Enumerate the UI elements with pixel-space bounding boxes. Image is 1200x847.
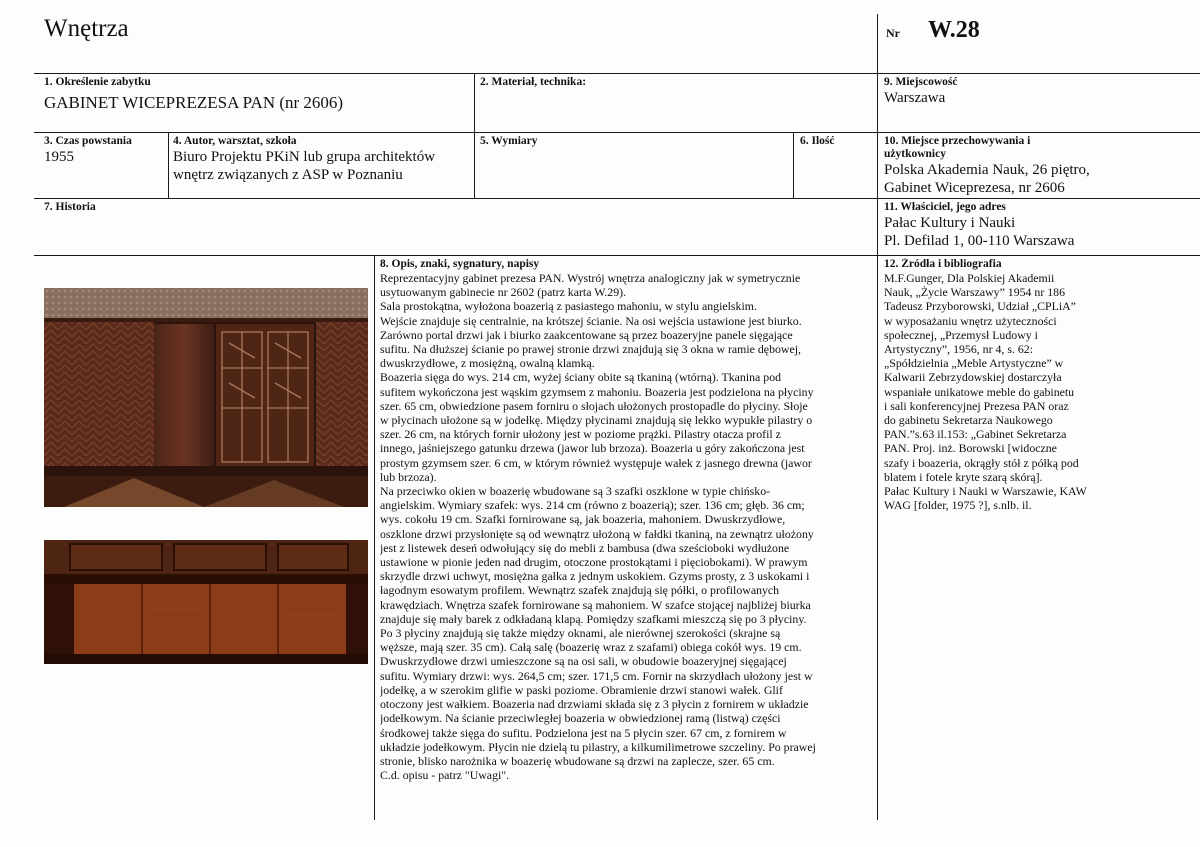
field-storage-place-value-line-1: Polska Akademia Nauk, 26 piętro, (884, 162, 1090, 178)
description-line: Na przeciwko okien w boazerię wbudowane są 3 szafki oszklone w typie chińsko- (380, 484, 771, 499)
description-line: środkowej także sięga do sufitu. Podzielona jest na 5 płycin szer. 67 cm, z fornirem w (380, 725, 787, 740)
description-line: Dwuskrzydłowe drzwi umieszczone są na osi sali, w obudowie boazeryjnej sięgającej (380, 654, 787, 669)
description-line: skrzydle drzwi uchwyt, mosiężna gałka z jednym uskokiem. Gzyms prosty, z 3 uskokami i (380, 569, 810, 584)
description-line: usytuowanym gabinecie nr 2602 (patrz karta W.29). (380, 285, 627, 300)
field-author (173, 135, 471, 195)
description-line: znajduje się mały barek z odkładaną klapą. Pomiędzy szafkami mieszczą się po 3 płyciny. (380, 611, 807, 626)
sources-line: „Spółdzielnia „Meble Artystyczne” w (884, 356, 1064, 371)
sources-line: społecznej, „Przemysł Ludowy i (884, 327, 1038, 342)
description-line: wys. cokołu 19 cm. Szafki fornirowane są, jak boazeria, mahoniem. Dwuskrzydłowe, (380, 512, 786, 527)
description-line: układzie jodełkowym. Płycin nie dzielą tu pilastry, a kilkumilimetrowe szczeliny. Po prawej (380, 739, 816, 754)
description-line: Sala prostokątna, wyłożona boazerią z pasiastego mahoniu, w stylu angielskim. (380, 299, 757, 314)
sources-line: blatem i fotele kryte szarą skórą]. (884, 469, 1043, 484)
sources-line: do gabinetu Sekretarza Naukowego (884, 413, 1053, 428)
field-owner-value-line-2: Pl. Defilad 1, 00-110 Warszawa (884, 233, 1075, 249)
sources-line: Tadeusz Przyborowski, Udział „CPLiA” (884, 299, 1076, 314)
sources-line: w wyposażaniu wnętrz użyteczności (884, 313, 1057, 328)
field-storage-place-label-line-2: użytkownicy (884, 148, 946, 160)
field-history-label: 7. Historia (44, 201, 96, 213)
sources-line: WAG [folder, 1975 ?], s.nlb. il. (884, 498, 1032, 513)
description-line: Zarówno portal drzwi jak i biurko zaakcentowane są przez boazeryjne panele sięgające (380, 327, 793, 342)
photo-room-interior-drawing (44, 288, 368, 507)
description-line: jodełkę, a w szerokim glifie w paski poziome. Obramienie drzwi stanowi wałek. Glif (380, 682, 783, 697)
rule-header-bottom (34, 73, 1200, 74)
description-line: Wejście znajduje się centralnie, na krótszej ścianie. Na osi wejścia ustawione jest biurko. (380, 313, 802, 328)
rule-vertical-right (877, 14, 878, 820)
field-sources-label: 12. Źródła i bibliografia (884, 258, 1002, 270)
field-sources (884, 258, 1198, 558)
field-location (884, 76, 1194, 130)
field-owner-value-line-1: Pałac Kultury i Nauki (884, 215, 1016, 231)
sources-line: i sali konferencyjnej Prezesa PAN oraz (884, 398, 1069, 413)
description-line: sufitu. Na dłuższej ścianie po prawej stronie drzwi znajdują się 3 okna w ramie dębowej, (380, 342, 801, 357)
description-line: sufitem wykończona jest wąskim gzymsem z mahoniu. Boazeria jest podzielona na płyciny (380, 384, 814, 399)
field-object-name (44, 76, 470, 130)
photo-cabinet-detail (44, 540, 368, 664)
field-dimensions (480, 135, 790, 195)
field-object-name-label: 1. Określenie zabytku (44, 76, 151, 88)
description-line: dwuskrzydłowe, z mosiężną, owalną klamką. (380, 356, 595, 371)
description-line: angielskim. Wymiary szafek: wys. 214 cm (równo z boazerią); szer. 136 cm; głęb. 36 cm; (380, 498, 805, 513)
description-line: jest z listewek deseń odwołujący się do mebli z bambusa (dwa sześcioboki wydłużone (380, 540, 790, 555)
field-author-label: 4. Autor, warsztat, szkoła (173, 135, 297, 147)
field-description (380, 258, 874, 818)
field-location-value: Warszawa (884, 90, 946, 106)
sources-line: M.F.Gunger, Dla Polskiej Akademii (884, 271, 1055, 285)
sources-line: Kalwarii Zebrzydowskiej dostarczyła (884, 370, 1062, 385)
description-line: Boazeria sięga do wys. 214 cm, wyżej ściany obite są tkaniną (wtórną). Tkanina pod (380, 370, 782, 385)
field-location-label: 9. Miejscowość (884, 76, 958, 88)
description-line: w płycinach ułożone są w jodełkę. Między płycinami znajdują się lekko wypukłe pilastry o (380, 413, 813, 428)
description-line: ustawione w pionie jeden nad drugim, otoczone prostokątami i pięciobokami). W prawym (380, 555, 808, 570)
description-text (380, 271, 874, 782)
field-quantity (800, 135, 874, 195)
field-quantity-label: 6. Ilość (800, 135, 835, 147)
photo-cabinet-detail-drawing (44, 540, 368, 664)
field-description-label: 8. Opis, znaki, sygnatury, napisy (380, 258, 540, 270)
field-material (480, 76, 870, 130)
description-line: lub brzoza). (380, 469, 437, 484)
description-line: stronie, blisko narożnika w boazerię wbudowane są drzwi na zaplecze, szer. 65 cm. (380, 753, 775, 768)
field-owner-label: 11. Właściciel, jego adres (884, 201, 1006, 213)
description-line: Po 3 płyciny znajdują się także między oknami, ale nierównej szerokości (skrajne są (380, 626, 781, 641)
sources-line: wspaniałe unikatowe meble do gabinetu (884, 384, 1075, 399)
field-history (44, 201, 870, 253)
sources-line: szafy i boazeria, okrągły stół z półką pod (884, 455, 1079, 470)
rule-row1-bottom (34, 132, 1200, 133)
field-object-name-value: GABINET WICEPREZESA PAN (nr 2606) (44, 93, 344, 112)
card-number-label: Nr (886, 26, 900, 40)
sources-line: Pałac Kultury i Nauki w Warszawie, KAW (884, 484, 1087, 499)
rule-vertical-description (374, 255, 375, 820)
field-owner (884, 201, 1198, 253)
field-storage-place (884, 135, 1198, 197)
field-author-value-line-2: wnętrz związanych z ASP w Poznaniu (173, 167, 403, 183)
description-line: oszklone drzwi przysłonięte są od wewnątrz ułożoną w fałdki tkaniną, na zewnątrz ułożony (380, 526, 814, 541)
field-author-value-line-1: Biuro Projektu PKiN lub grupa architektów (173, 149, 436, 165)
description-line: szer. 65 cm, obwiedzione pasem forniru o słojach ułożonych prostopadle do płyciny. Słoje (380, 398, 808, 413)
description-line: łagodnym esowatym profilem. Wewnątrz szafek znajdują się półki, o profilowanych (380, 583, 780, 598)
field-material-label: 2. Materiał, technika: (480, 76, 587, 88)
field-creation-time (44, 135, 166, 195)
rule-row3-bottom (34, 255, 1200, 256)
rule-row2-bottom (34, 198, 878, 199)
description-line: otoczony jest wałkiem. Boazeria nad drzwiami składa się z 3 płycin z fornirem w układzie (380, 697, 809, 712)
rule-right-row2-bottom (878, 198, 1200, 199)
sources-text (884, 271, 1198, 512)
sources-line: PAN.”s.63 il.153: „Gabinet Sekretarza (884, 427, 1067, 442)
description-line: szer. 26 cm, na których fornir ułożony jest w poziome prążki. Pilastry otacza profil z (380, 427, 781, 442)
field-creation-time-value: 1955 (44, 149, 74, 165)
sources-line: PAN. Proj. inż. Borowski [widoczne (884, 441, 1057, 456)
description-line: C.d. opisu - patrz "Uwagi". (380, 768, 510, 783)
description-line: innego, jaśniejszego gatunku drzewa (jawor lub brzoza). Boazeria u góry zakończona jest (380, 441, 805, 456)
description-line: sufitu. Wymiary drzwi: wys. 264,5 cm; szer. 171,5 cm. Fornir na skrzydłach ułożony jest w (380, 668, 813, 683)
rule-vertical-count (793, 132, 794, 199)
description-line: węższe, mają szer. 35 cm). Całą salę (boazerię wraz z szafami) obiega cokół wys. 19 cm. (380, 640, 802, 655)
field-creation-time-label: 3. Czas powstania (44, 135, 132, 147)
card-number-value: W.28 (928, 17, 980, 43)
rule-vertical-time (168, 132, 169, 199)
card-category-title: Wnętrza (44, 15, 129, 42)
sources-line: Nauk, „Życie Warszawy” 1954 nr 186 (884, 285, 1066, 300)
field-storage-place-label-line-1: 10. Miejsce przechowywania i (884, 135, 1031, 147)
field-storage-place-value-line-2: Gabinet Wiceprezesa, nr 2606 (884, 180, 1065, 196)
sources-line: Artystyczny”, 1956, nr 4, s. 62: (884, 342, 1034, 357)
description-line: Reprezentacyjny gabinet prezesa PAN. Wystrój wnętrza analogiczny jak w symetrycznie (380, 271, 801, 285)
description-line: prostym gzymsem szer. 6 cm, w którym również występuje wałek z jasnego drewna (jawor (380, 455, 812, 470)
description-line: jodełkowym. Na ścianie przeciwległej boazeria w obwiedzionej ramą (listwą) części (380, 711, 781, 726)
rule-vertical-material (474, 73, 475, 199)
field-dimensions-label: 5. Wymiary (480, 135, 538, 147)
description-line: krawędziach. Wnętrza szafek fornirowane są mahoniem. W szafce stojącej najbliżej biurka (380, 597, 811, 612)
photo-room-interior (44, 288, 368, 507)
